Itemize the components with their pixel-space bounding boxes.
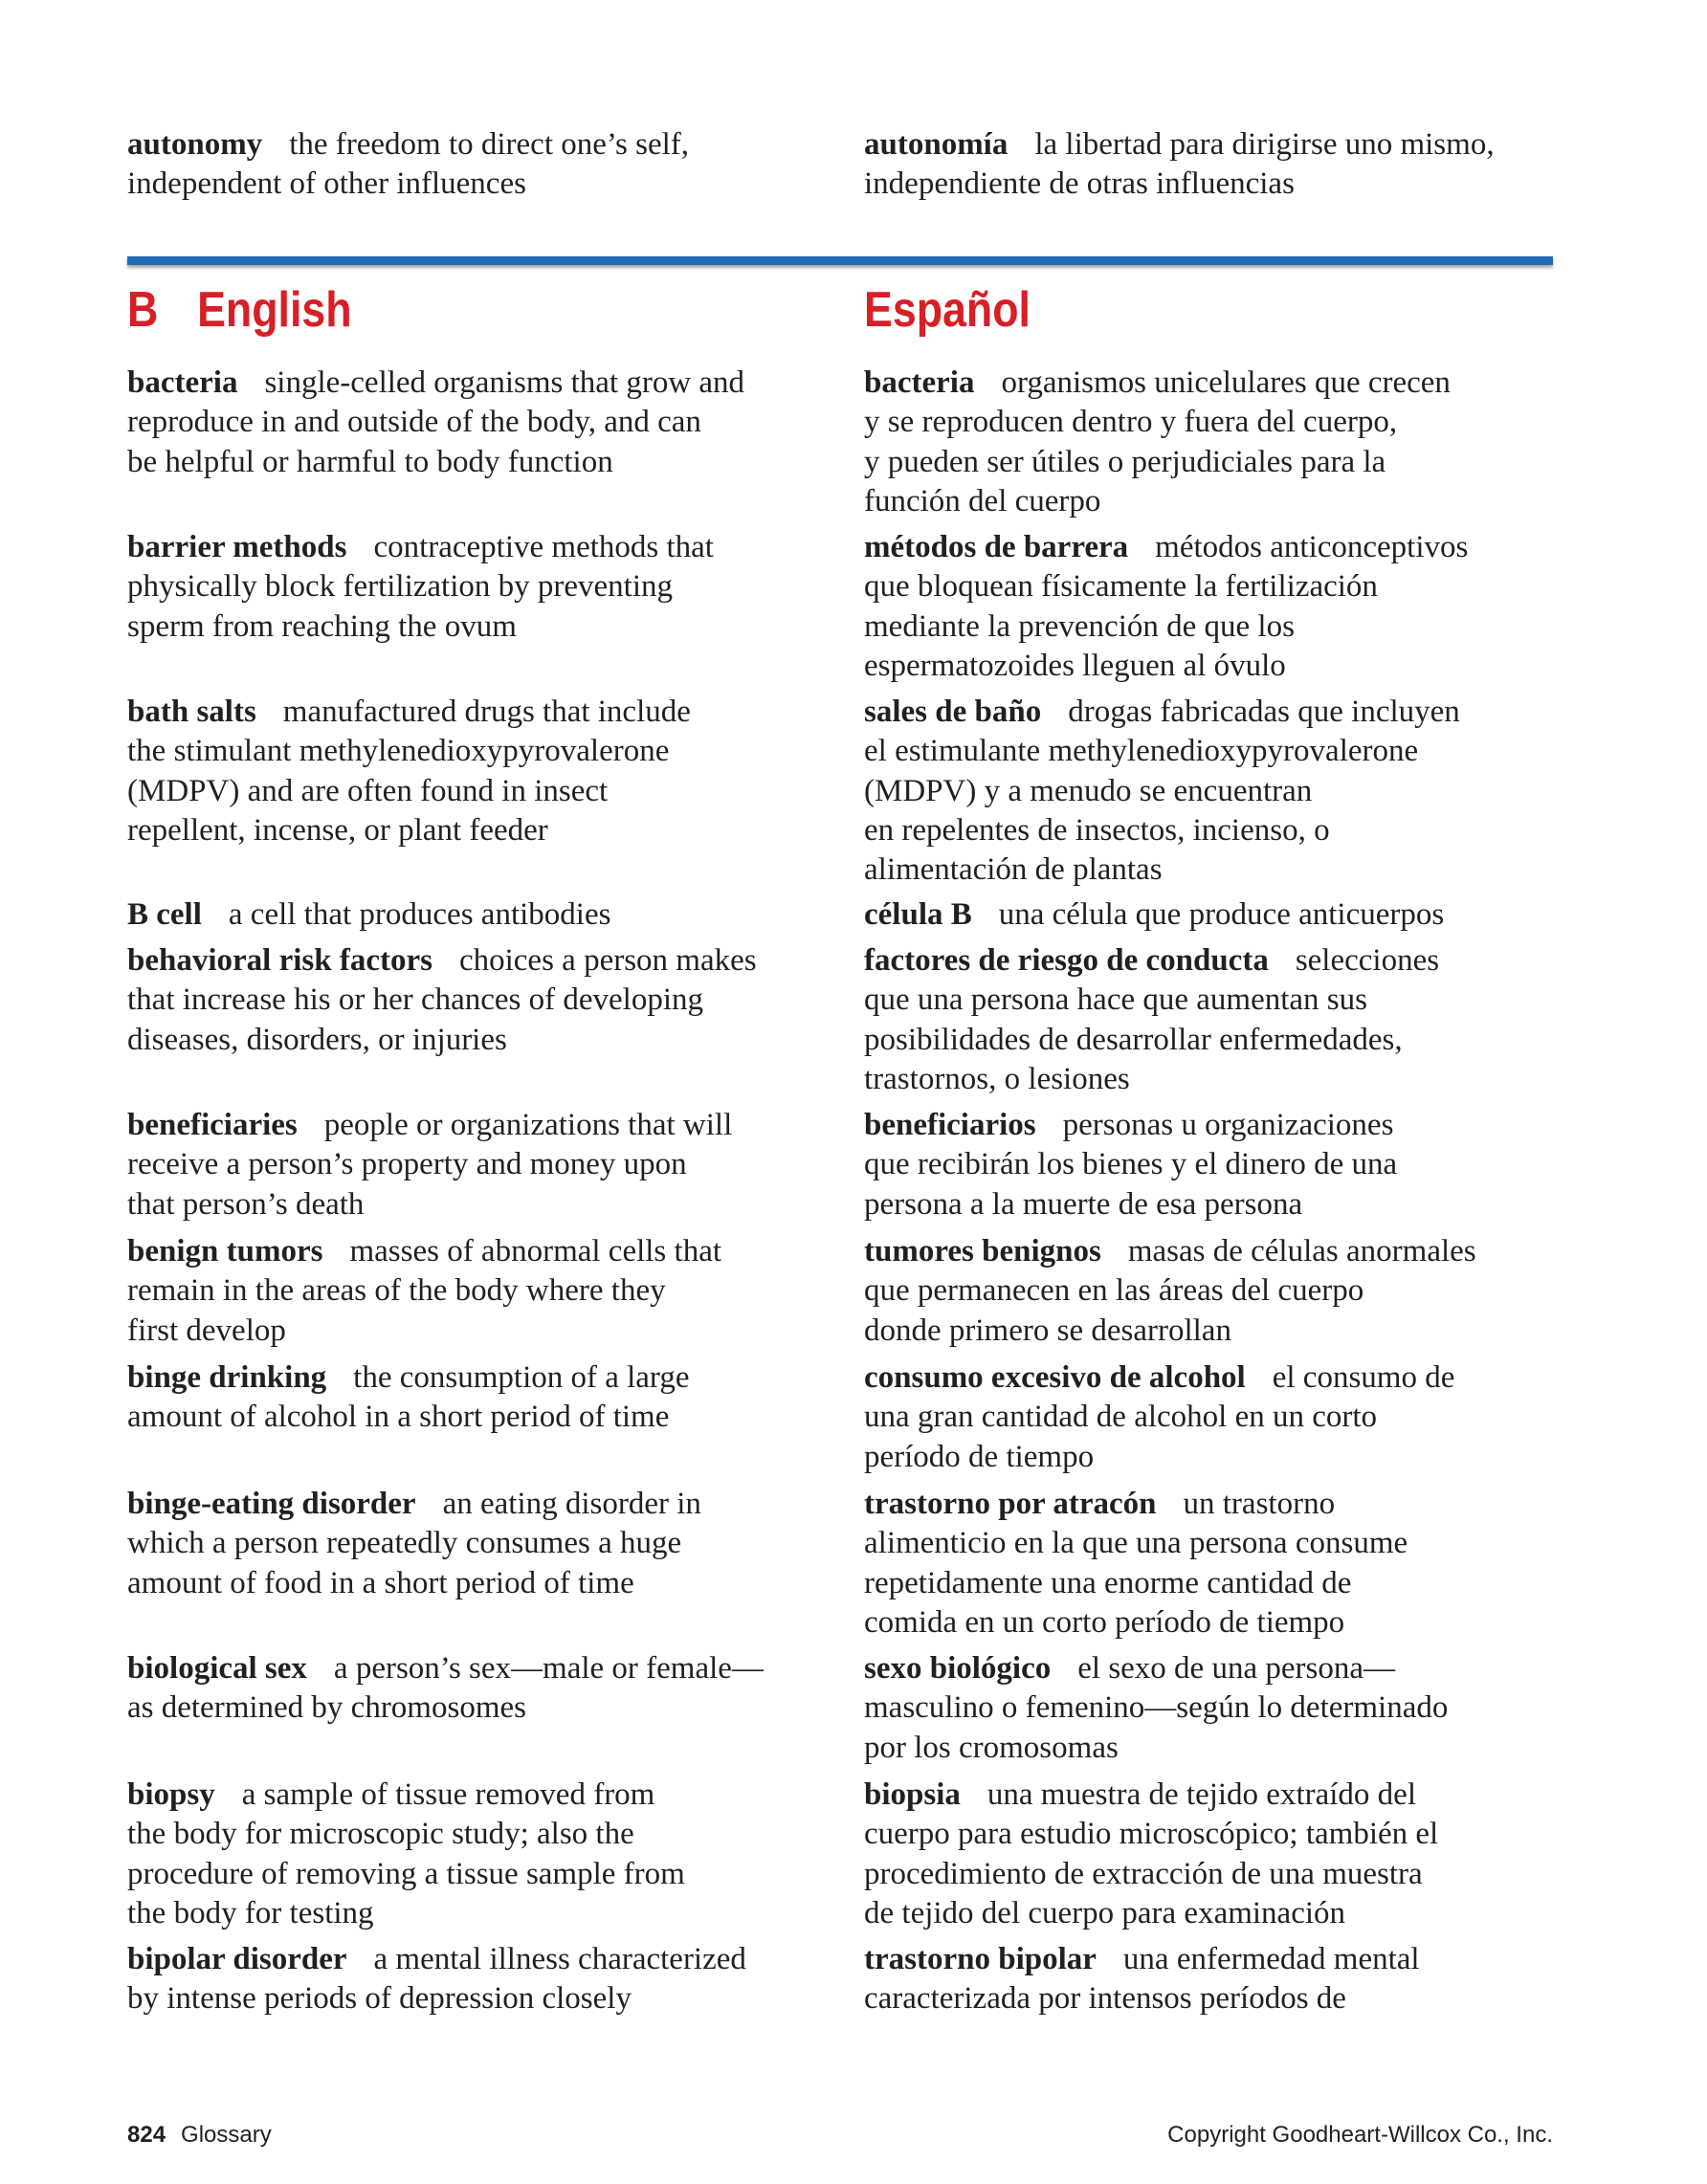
entry-definition-line: alimenticio en la que una persona consume <box>864 1526 1408 1561</box>
entry-term: factores de riesgo de conducta <box>864 943 1269 978</box>
glossary-entry <box>864 1776 1572 1933</box>
entry-definition-line: remain in the areas of the body where they <box>127 1273 666 1309</box>
entry-definition-line: a sample of tissue removed from <box>241 1777 655 1812</box>
entry-term: sexo biológico <box>864 1651 1052 1686</box>
section-name: Glossary <box>181 2122 272 2148</box>
entry-definition-line: un trastorno <box>1183 1487 1336 1521</box>
entry-definition-line: procedimiento de extracción de una muestra <box>864 1856 1423 1891</box>
entry-definition-line: masses of abnormal cells that <box>349 1234 722 1268</box>
glossary-entry <box>127 693 816 850</box>
entry-definition-line: caracterizada por intensos períodos de <box>864 1981 1346 2017</box>
entry-term: trastorno bipolar <box>864 1942 1097 1976</box>
entry-definition-line: una célula que produce anticuerpos <box>998 897 1445 932</box>
entry-term: célula B <box>864 897 972 932</box>
entry-definition-line: selecciones <box>1295 943 1440 978</box>
entry-definition-line: y se reproducen dentro y fuera del cuerpo, <box>864 405 1398 440</box>
glossary-entry <box>864 1106 1572 1224</box>
entry-definition-line: the freedom to direct one’s self, <box>289 127 690 162</box>
glossary-entry <box>864 1940 1572 2019</box>
glossary-entry <box>864 1232 1572 1351</box>
glossary-entry <box>127 1940 816 2019</box>
entry-definition-line: en repelentes de insectos, incienso, o <box>864 812 1330 848</box>
entry-definition-line: the body for microscopic study; also the <box>127 1817 634 1852</box>
entry-definition-line: mediante la prevención de que los <box>864 608 1295 644</box>
entry-definition-line: reproduce in and outside of the body, and can <box>127 405 701 440</box>
entry-term: biopsy <box>127 1777 215 1812</box>
glossary-entry <box>864 693 1572 890</box>
entry-definition-line: drogas fabricadas que incluyen <box>1068 695 1460 729</box>
glossary-entry <box>127 941 816 1060</box>
entry-definition-line: el sexo de una persona— <box>1077 1651 1395 1686</box>
glossary-entry <box>127 1649 816 1729</box>
entry-definition-line: independiente de otras influencias <box>864 166 1295 202</box>
entry-definition-line: people or organizations that will <box>323 1108 733 1142</box>
glossary-entry <box>864 1649 1572 1768</box>
section-heading-english <box>127 281 352 339</box>
glossary-entry <box>864 941 1572 1099</box>
entry-definition-line: an eating disorder in <box>442 1487 701 1521</box>
entry-definition-line: alimentación de plantas <box>864 852 1163 888</box>
entry-term: bacteria <box>864 365 975 400</box>
entry-definition-line: trastornos, o lesiones <box>864 1061 1130 1096</box>
entry-definition-line: first develop <box>127 1313 286 1348</box>
entry-definition-line: repellent, incense, or plant feeder <box>127 812 548 848</box>
entry-term: consumo excesivo de alcohol <box>864 1360 1246 1395</box>
glossary-entry <box>127 1776 816 1933</box>
entry-definition-line: repetidamente una enorme cantidad de <box>864 1565 1352 1600</box>
entry-definition-line: a person’s sex—male or female— <box>333 1651 764 1686</box>
entry-definition-line: be helpful or harmful to body function <box>127 444 613 479</box>
entry-definition-line: la libertad para dirigirse uno mismo, <box>1034 127 1495 162</box>
entry-definition-line: that increase his or her chances of developing <box>127 982 704 1018</box>
entry-term: biological sex <box>127 1651 307 1686</box>
entry-term: B cell <box>127 897 202 932</box>
entry-term: métodos de barrera <box>864 530 1129 564</box>
entry-definition-line: el consumo de <box>1272 1360 1455 1395</box>
entry-definition-line: diseases, disorders, or injuries <box>127 1022 507 1057</box>
entry-definition-line: amount of alcohol in a short period of time <box>127 1400 670 1435</box>
entry-definition-line: receive a person’s property and money upon <box>127 1147 687 1182</box>
entry-definition-line: that person’s death <box>127 1186 365 1222</box>
entry-definition-line: de tejido del cuerpo para examinación <box>864 1895 1346 1930</box>
entry-definition-line: espermatozoides lleguen al óvulo <box>864 648 1286 683</box>
entry-definition-line: which a person repeatedly consumes a huge <box>127 1526 682 1561</box>
entry-definition-line: personas u organizaciones <box>1062 1108 1394 1142</box>
entry-definition-line: choices a person makes <box>458 943 757 978</box>
section-heading-spanish <box>864 281 1031 339</box>
section-letter: B <box>127 282 159 338</box>
glossary-entry <box>127 1232 816 1351</box>
entry-definition-line: organismos unicelulares que crecen <box>1001 365 1451 400</box>
entry-term: bacteria <box>127 365 238 400</box>
entry-definition-line: as determined by chromosomes <box>127 1690 526 1726</box>
glossary-entry <box>127 895 816 935</box>
entry-term: bipolar disorder <box>127 1942 347 1976</box>
entry-term: autonomía <box>864 127 1009 162</box>
entry-definition-line: the consumption of a large <box>353 1360 690 1395</box>
entry-definition-line: sperm from reaching the ovum <box>127 608 517 644</box>
glossary-entry <box>127 528 816 647</box>
entry-term: beneficiarios <box>864 1108 1036 1142</box>
entry-definition-line: que recibirán los bienes y el dinero de una <box>864 1147 1398 1182</box>
entry-definition-line: single-celled organisms that grow and <box>264 365 745 400</box>
entry-definition-line: a cell that produces antibodies <box>228 897 611 932</box>
entry-definition-line: el estimulante methylenedioxypyrovalerone <box>864 734 1419 769</box>
entry-term: biopsia <box>864 1777 961 1812</box>
entry-term: tumores benignos <box>864 1234 1101 1268</box>
entry-term: benign tumors <box>127 1234 323 1268</box>
entry-definition-line: by intense periods of depression closely <box>127 1981 632 2017</box>
entry-definition-line: una muestra de tejido extraído del <box>987 1777 1416 1812</box>
glossary-entry <box>864 528 1572 686</box>
entry-term: trastorno por atracón <box>864 1487 1157 1521</box>
glossary-entry <box>127 364 816 482</box>
glossary-entry <box>864 364 1572 521</box>
entry-definition-line: (MDPV) y a menudo se encuentran <box>864 773 1313 808</box>
glossary-entry <box>864 895 1572 935</box>
entry-definition-line: the body for testing <box>127 1895 374 1930</box>
entry-definition-line: contraceptive methods that <box>373 530 714 564</box>
entry-definition-line: cuerpo para estudio microscópico; también el <box>864 1817 1439 1852</box>
entry-definition-line: masas de células anormales <box>1127 1234 1476 1268</box>
glossary-entry <box>127 1106 816 1224</box>
entry-term: behavioral risk factors <box>127 943 432 978</box>
entry-definition-line: independent of other influences <box>127 166 526 202</box>
entry-definition-line: physically block fertilization by preventing <box>127 569 674 605</box>
entry-definition-line: donde primero se desarrollan <box>864 1313 1231 1348</box>
entry-definition-line: posibilidades de desarrollar enfermedades, <box>864 1022 1403 1057</box>
entry-term: autonomy <box>127 127 263 162</box>
entry-term: beneficiaries <box>127 1108 298 1142</box>
entry-term: sales de baño <box>864 695 1042 729</box>
entry-definition-line: función del cuerpo <box>864 483 1101 518</box>
entry-definition-line: procedure of removing a tissue sample from <box>127 1856 685 1891</box>
entry-definition-line: comida en un corto período de tiempo <box>864 1604 1345 1640</box>
glossary-entry <box>127 1485 816 1603</box>
entry-definition-line: masculino o femenino—según lo determinado <box>864 1690 1449 1726</box>
spanish-heading: Español <box>864 282 1031 338</box>
entry-term: binge drinking <box>127 1360 327 1395</box>
entry-term: binge-eating disorder <box>127 1487 416 1521</box>
entry-definition-line: the stimulant methylenedioxypyrovalerone <box>127 734 670 769</box>
entry-definition-line: y pueden ser útiles o perjudiciales para la <box>864 444 1386 479</box>
copyright-notice: Copyright Goodheart-Willcox Co., Inc. <box>1167 2122 1553 2148</box>
page-number: 824 <box>127 2122 166 2148</box>
entry-definition-line: (MDPV) and are often found in insect <box>127 773 609 808</box>
entry-definition-line: que bloquean físicamente la fertilización <box>864 569 1378 605</box>
glossary-entry <box>864 1358 1572 1477</box>
entry-definition-line: período de tiempo <box>864 1439 1095 1474</box>
glossary-entry <box>127 125 816 205</box>
entry-definition-line: que una persona hace que aumentan sus <box>864 982 1367 1018</box>
page-footer-left <box>127 2122 272 2149</box>
english-heading: English <box>197 282 352 338</box>
entry-definition-line: a mental illness characterized <box>373 1942 746 1976</box>
entry-definition-line: persona a la muerte de esa persona <box>864 1186 1303 1222</box>
entry-definition-line: que permanecen en las áreas del cuerpo <box>864 1273 1364 1309</box>
entry-definition-line: por los cromosomas <box>864 1730 1119 1765</box>
entry-definition-line: manufactured drugs that include <box>282 695 691 729</box>
entry-definition-line: una gran cantidad de alcohol en un corto <box>864 1400 1378 1435</box>
section-divider <box>127 256 1553 265</box>
entry-definition-line: amount of food in a short period of time <box>127 1565 634 1600</box>
glossary-entry <box>864 1485 1572 1643</box>
entry-definition-line: métodos anticonceptivos <box>1155 530 1469 564</box>
entry-definition-line: una enfermedad mental <box>1122 1942 1420 1976</box>
glossary-entry <box>864 125 1572 205</box>
entry-term: barrier methods <box>127 530 347 564</box>
glossary-entry <box>127 1358 816 1438</box>
entry-term: bath salts <box>127 695 256 729</box>
